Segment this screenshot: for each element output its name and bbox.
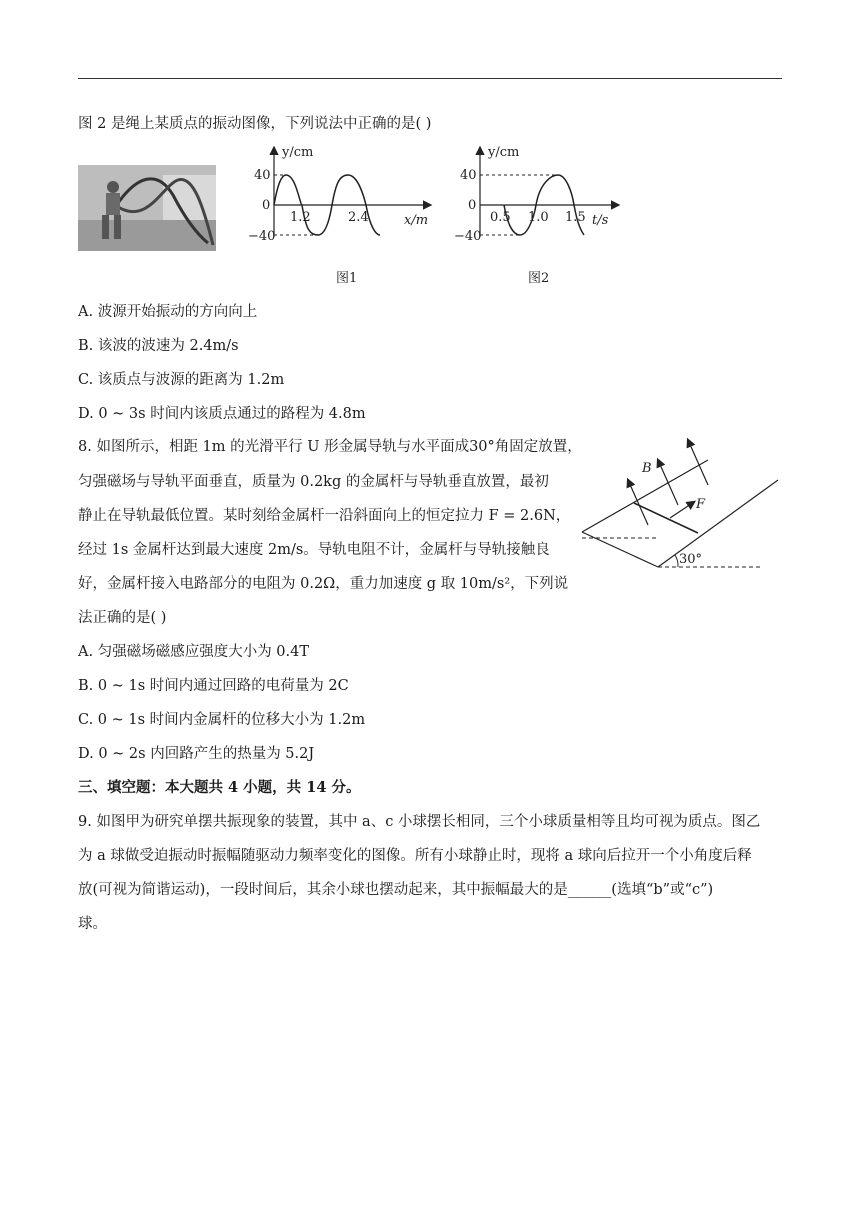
fig1-x-tick-1: 1.2 <box>290 210 311 225</box>
q8-option-b: B. 0 ~ 1s 时间内通过回路的电荷量为 2C <box>78 678 349 694</box>
section-heading: 三、填空题：本大题共 4 小题，共 14 分。 <box>78 779 361 796</box>
fig1-y-zero: 0 <box>262 198 271 213</box>
q7-option-d: D. 0 ~ 3s 时间内该质点通过的路程为 4.8m <box>78 406 366 422</box>
fig1-x-label: x/m <box>404 213 429 228</box>
fig2-x-label: t/s <box>592 213 609 228</box>
fig2-y-label: y/cm <box>488 145 520 160</box>
battle-rope-photo-image <box>78 165 216 251</box>
q9-line-2: 为 a 球做受迫振动时振幅随驱动力频率变化的图像。所有小球静止时，现将 a 球向后拉开一个小角度后释 <box>78 848 752 864</box>
fig1-y-top: 40 <box>254 168 271 183</box>
fig1-y-label: y/cm <box>282 145 314 160</box>
fig2-y-bottom: −40 <box>454 229 482 244</box>
battle-rope-photo <box>78 165 216 251</box>
figure-1-wave-graph <box>248 142 438 292</box>
q8-option-c: C. 0 ~ 1s 时间内金属杆的位移大小为 1.2m <box>78 712 366 728</box>
q7-option-a: A. 波源开始振动的方向向上 <box>78 304 258 320</box>
q9-line-3: 放(可视为简谐运动)，一段时间后，其余小球也摆动起来，其中振幅最大的是______(选填“b”或“c”) <box>78 882 714 898</box>
label-F: F <box>696 497 706 512</box>
header-rule <box>78 78 782 79</box>
q8-stem-line-5: 好，金属杆接入电路部分的电阻为 0.2Ω，重力加速度 g 取 10m/s²，下列说 <box>78 576 569 592</box>
q9-line-1: 9. 如图甲为研究单摆共振现象的装置，其中 a、c 小球摆长相同，三个小球质量相等且均可视为质点。图乙 <box>78 814 761 830</box>
fig2-x-tick-1: 0.5 <box>490 210 511 225</box>
fig2-y-top: 40 <box>460 168 477 183</box>
fig2-x-tick-3: 1.5 <box>565 210 586 225</box>
q7-option-b: B. 该波的波速为 2.4m/s <box>78 338 239 354</box>
q8-inclined-rail-diagram <box>578 430 782 580</box>
q8-stem-line-1: 8. 如图所示，相距 1m 的光滑平行 U 形金属导轨与水平面成30°角固定放置， <box>78 439 582 455</box>
fig1-caption: 图1 <box>336 271 358 286</box>
fig1-x-tick-2: 2.4 <box>348 210 369 225</box>
figure-2-vibration-graph <box>448 142 628 292</box>
q8-stem-line-4: 经过 1s 金属杆达到最大速度 2m/s。导轨电阻不计，金属杆与导轨接触良 <box>78 542 550 558</box>
q8-option-d: D. 0 ~ 2s 内回路产生的热量为 5.2J <box>78 746 315 762</box>
fig2-x-tick-2: 1.0 <box>528 210 549 225</box>
q8-option-a: A. 匀强磁场磁感应强度大小为 0.4T <box>78 644 310 660</box>
label-angle: 30° <box>679 552 703 567</box>
q8-stem-line-3: 静止在导轨最低位置。某时刻给金属杆一沿斜面向上的恒定拉力 F = 2.6N， <box>78 508 571 524</box>
q8-stem-line-2: 匀强磁场与导轨平面垂直，质量为 0.2kg 的金属杆与导轨垂直放置，最初 <box>78 474 549 490</box>
fig2-y-zero: 0 <box>468 198 477 213</box>
q7-option-c: C. 该质点与波源的距离为 1.2m <box>78 372 285 388</box>
label-B: B <box>642 461 652 476</box>
metal-rod <box>634 503 698 533</box>
fig1-y-bottom: −40 <box>248 229 276 244</box>
fig2-caption: 图2 <box>528 271 550 286</box>
q9-line-4: 球。 <box>78 916 107 932</box>
q8-stem-line-6: 法正确的是( ) <box>78 610 167 626</box>
question-7-stem: 图 2 是绳上某质点的振动图像，下列说法中正确的是( ) <box>78 116 432 132</box>
